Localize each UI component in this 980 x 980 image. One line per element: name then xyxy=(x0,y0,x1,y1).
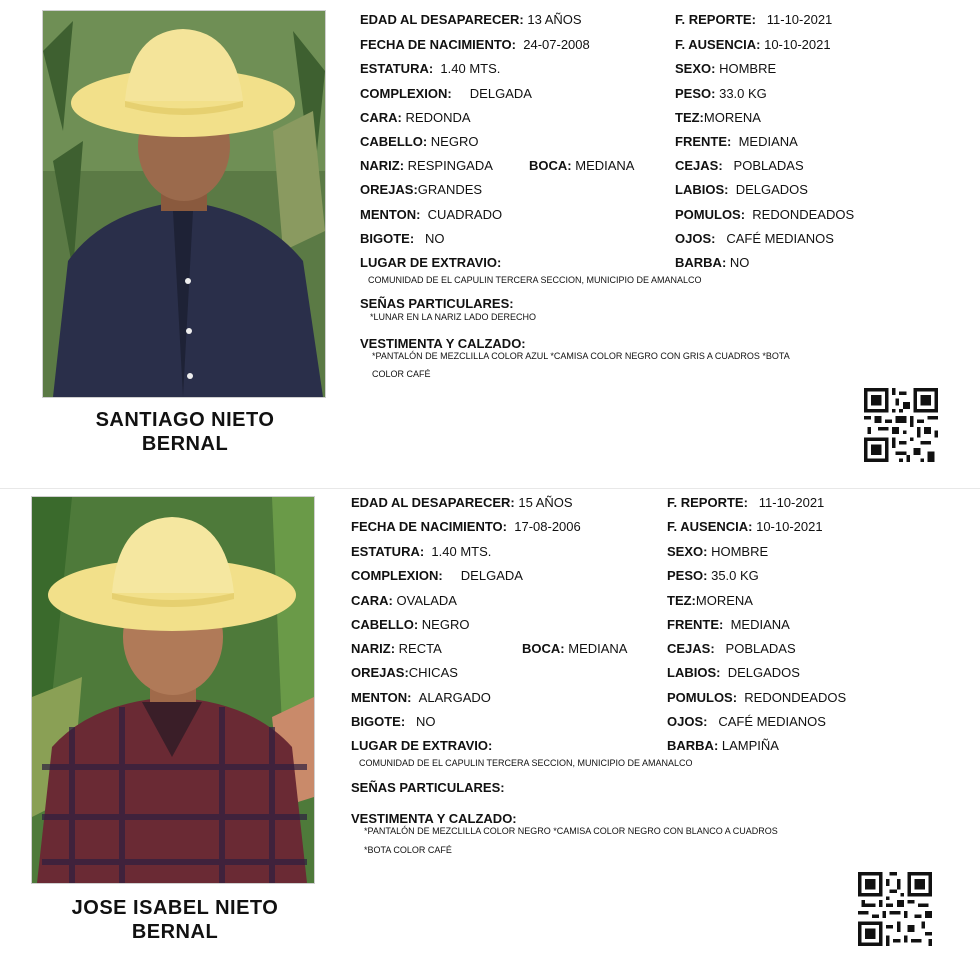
field-cara: CARA: OVALADA xyxy=(351,593,457,608)
field-bigote: BIGOTE: NO xyxy=(351,714,436,729)
field-cabello: CABELLO: NEGRO xyxy=(351,617,470,632)
field-menton: MENTON: ALARGADO xyxy=(351,690,491,705)
senas-particulares-label: SEÑAS PARTICULARES: xyxy=(360,296,514,311)
vestimenta-value-1: *PANTALÓN DE MEZCLILLA COLOR AZUL *CAMISA COLOR NEGRO CON GRIS A CUADROS *BOTA xyxy=(372,351,790,361)
field-frente: FRENTE: MEDIANA xyxy=(675,134,798,149)
field-frente: FRENTE: MEDIANA xyxy=(667,617,790,632)
field-orejas: OREJAS:CHICAS xyxy=(351,665,458,680)
senas-particulares-value: *LUNAR EN LA NARIZ LADO DERECHO xyxy=(370,312,537,322)
field-sexo: SEXO: HOMBRE xyxy=(667,544,769,559)
field-peso: PESO: 33.0 KG xyxy=(675,86,767,101)
field-fecha-reporte: F. REPORTE: 11-10-2021 xyxy=(667,495,825,510)
field-nariz: NARIZ: RESPINGADA xyxy=(360,158,493,173)
field-cara: CARA: REDONDA xyxy=(360,110,471,125)
field-complexion: COMPLEXION: DELGADA xyxy=(351,568,523,583)
field-fecha-reporte: F. REPORTE: 11-10-2021 xyxy=(675,12,833,27)
field-fecha-nacimiento: FECHA DE NACIMIENTO: 17-08-2006 xyxy=(351,519,581,534)
missing-person-card-2 xyxy=(0,490,980,978)
field-pomulos: POMULOS: REDONDEADOS xyxy=(675,207,855,222)
missing-person-card-1 xyxy=(0,0,980,488)
field-labios: LABIOS: DELGADOS xyxy=(675,182,808,197)
section-divider xyxy=(0,488,980,489)
field-edad: EDAD AL DESAPARECER: 15 AÑOS xyxy=(351,495,573,510)
field-estatura: ESTATURA: 1.40 MTS. xyxy=(351,544,492,559)
field-fecha-ausencia: F. AUSENCIA: 10-10-2021 xyxy=(675,37,831,52)
qr-code-icon[interactable] xyxy=(864,388,938,462)
vestimenta-label: VESTIMENTA Y CALZADO: xyxy=(360,336,526,351)
field-estatura: ESTATURA: 1.40 MTS. xyxy=(360,61,501,76)
vestimenta-value-2: *BOTA COLOR CAFÉ xyxy=(364,845,452,855)
lugar-extravio-value: COMUNIDAD DE EL CAPULIN TERCERA SECCION, MUNICIPIO DE AMANALCO xyxy=(368,275,702,285)
field-boca: BOCA: MEDIANA xyxy=(522,641,628,656)
field-fecha-ausencia: F. AUSENCIA: 10-10-2021 xyxy=(667,519,823,534)
field-ojos: OJOS: CAFÉ MEDIANOS xyxy=(667,714,826,729)
field-pomulos: POMULOS: REDONDEADOS xyxy=(667,690,847,705)
field-cabello: CABELLO: NEGRO xyxy=(360,134,479,149)
lugar-extravio-label: LUGAR DE EXTRAVIO: xyxy=(360,255,502,270)
field-labios: LABIOS: DELGADOS xyxy=(667,665,800,680)
field-sexo: SEXO: HOMBRE xyxy=(675,61,777,76)
person-photo xyxy=(42,10,326,398)
vestimenta-value-2: COLOR CAFÉ xyxy=(372,369,431,379)
person-name xyxy=(40,408,330,456)
lugar-extravio-value: COMUNIDAD DE EL CAPULIN TERCERA SECCION, MUNICIPIO DE AMANALCO xyxy=(359,758,693,768)
field-tez: TEZ:MORENA xyxy=(675,110,761,125)
name-line-2: BERNAL xyxy=(131,921,219,943)
field-complexion: COMPLEXION: DELGADA xyxy=(360,86,532,101)
name-line-1: JOSE ISABEL NIETO xyxy=(71,897,279,919)
field-nariz: NARIZ: RECTA xyxy=(351,641,442,656)
field-ojos: OJOS: CAFÉ MEDIANOS xyxy=(675,231,834,246)
field-cejas: CEJAS: POBLADAS xyxy=(667,641,796,656)
field-edad: EDAD AL DESAPARECER: 13 AÑOS xyxy=(360,12,582,27)
field-fecha-nacimiento: FECHA DE NACIMIENTO: 24-07-2008 xyxy=(360,37,590,52)
person-name xyxy=(20,896,330,944)
field-barba: BARBA: LAMPIÑA xyxy=(667,738,779,753)
lugar-extravio-label: LUGAR DE EXTRAVIO: xyxy=(351,738,493,753)
field-bigote: BIGOTE: NO xyxy=(360,231,445,246)
name-line-2: BERNAL xyxy=(141,433,229,455)
field-barba: BARBA: NO xyxy=(675,255,750,270)
person-photo xyxy=(31,496,315,884)
vestimenta-value-1: *PANTALÓN DE MEZCLILLA COLOR NEGRO *CAMISA COLOR NEGRO CON BLANCO A CUADROS xyxy=(364,826,778,836)
field-tez: TEZ:MORENA xyxy=(667,593,753,608)
vestimenta-label: VESTIMENTA Y CALZADO: xyxy=(351,811,517,826)
senas-particulares-label: SEÑAS PARTICULARES: xyxy=(351,780,505,795)
field-cejas: CEJAS: POBLADAS xyxy=(675,158,804,173)
qr-code-icon[interactable] xyxy=(858,872,932,946)
field-menton: MENTON: CUADRADO xyxy=(360,207,503,222)
name-line-1: SANTIAGO NIETO xyxy=(95,409,275,431)
field-orejas: OREJAS:GRANDES xyxy=(360,182,483,197)
field-peso: PESO: 35.0 KG xyxy=(667,568,759,583)
field-boca: BOCA: MEDIANA xyxy=(529,158,635,173)
